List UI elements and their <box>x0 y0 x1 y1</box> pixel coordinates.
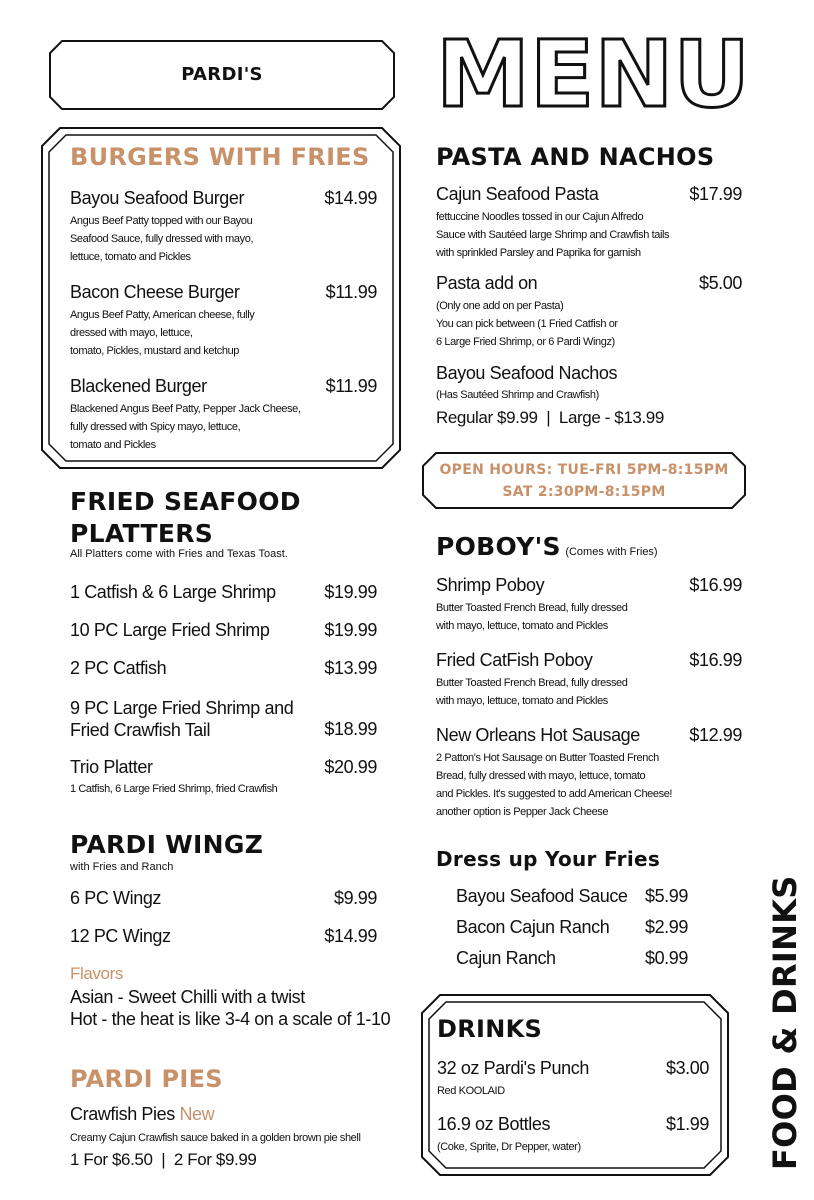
platter-item-price: $13.99 <box>324 658 377 678</box>
platter-item-name: 2 PC Catfish <box>70 658 167 678</box>
open-hours: OPEN HOURS: TUE-FRI 5PM-8:15PM SAT 2:30PM-8:15PM <box>439 462 729 500</box>
platter-item-price: $20.99 <box>324 757 377 777</box>
drink-item-desc: Red KOOLAID <box>437 1085 505 1097</box>
fries-heading: Dress up Your Fries <box>436 847 661 871</box>
fries-item-name: Bayou Seafood Sauce <box>456 886 628 906</box>
poboy-item-desc: Butter Toasted French Bread, fully dressed with mayo, lettuce, tomato and Pickles <box>436 677 628 707</box>
burger-item-price: $11.99 <box>325 282 377 302</box>
fries-item-name: Cajun Ranch <box>456 948 556 968</box>
poboy-item-name: Fried CatFish Poboy <box>436 650 593 670</box>
pasta-item-price: $5.00 <box>698 273 742 293</box>
poboy-item-price: $16.99 <box>689 650 742 670</box>
burger-item-desc: Angus Beef Patty, American cheese, fully dressed with mayo, lettuce, tomato, Pickles, mustard and ketchup <box>70 309 255 357</box>
burger-item-desc: Angus Beef Patty topped with our Bayou Seafood Sauce, fully dressed with mayo, lettuce, tomato and Pickles <box>70 215 254 263</box>
pasta-item-name: Cajun Seafood Pasta <box>436 184 599 204</box>
drink-item-name: 16.9 oz Bottles <box>437 1114 551 1134</box>
poboy-item-name: Shrimp Poboy <box>436 575 545 595</box>
drink-item-price: $1.99 <box>665 1114 709 1134</box>
pasta-item-desc: fettuccine Noodles tossed in our Cajun Alfredo Sauce with Sautéed large Shrimp and Crawfish tails with sprinkled Parsley and Paprika for garnish <box>436 211 670 259</box>
platter-item-price: $18.99 <box>324 719 377 739</box>
platter-item-desc: 1 Catfish, 6 Large Fried Shrimp, fried Crawfish <box>70 783 278 795</box>
burgers-heading: BURGERS WITH FRIES <box>70 143 370 171</box>
nachos-price-line: Regular $9.99 | Large - $13.99 <box>436 408 664 427</box>
platter-item-price: $19.99 <box>324 582 377 602</box>
drinks-heading: DRINKS <box>437 1015 543 1043</box>
drink-item-name: 32 oz Pardi's Punch <box>437 1058 589 1078</box>
fried-note: All Platters come with Fries and Texas Toast. <box>70 548 288 560</box>
drink-item-price: $3.00 <box>665 1058 709 1078</box>
poboy-item-name: New Orleans Hot Sausage <box>436 725 640 745</box>
fries-item-price: $2.99 <box>644 917 688 937</box>
fried-heading: FRIED SEAFOOD PLATTERS <box>70 487 301 548</box>
wingz-heading: PARDI WINGZ <box>70 830 264 859</box>
pies-heading: PARDI PIES <box>70 1065 223 1093</box>
pasta-item-desc: (Only one add on per Pasta) You can pick between (1 Fried Catfish or 6 Large Fried Shrimp, or 6 Pardi Wingz) <box>436 300 618 348</box>
wingz-item-price: $14.99 <box>324 926 377 946</box>
poboy-item-price: $16.99 <box>689 575 742 595</box>
new-badge: New <box>179 1104 215 1124</box>
fries-item-price: $0.99 <box>644 948 688 968</box>
poboy-item-price: $12.99 <box>689 725 742 745</box>
platter-item-price: $19.99 <box>324 620 377 640</box>
menu-title <box>436 21 756 128</box>
platter-item-name: 10 PC Large Fried Shrimp <box>70 620 270 640</box>
flavors-label: Flavors <box>70 964 123 983</box>
wingz-item-name: 12 PC Wingz <box>70 926 171 946</box>
pie-item-desc: Creamy Cajun Crawfish sauce baked in a golden brown pie shell <box>70 1132 361 1144</box>
poboy-item-desc: 2 Patton's Hot Sausage on Butter Toasted French Bread, fully dressed with mayo, lettuce, tomato and Pickles. It's suggested to add American Cheese! another option is Pepper Jack Cheese <box>436 752 673 818</box>
poboy-item-desc: Butter Toasted French Bread, fully dressed with mayo, lettuce, tomato and Pickles <box>436 602 628 632</box>
drink-item-desc: (Coke, Sprite, Dr Pepper, water) <box>437 1141 581 1153</box>
burger-item-desc: Blackened Angus Beef Patty, Pepper Jack Cheese, fully dressed with Spicy mayo, lettuce, tomato and Pickles <box>70 403 301 451</box>
pasta-item-price: $17.99 <box>689 184 742 204</box>
pie-item-name: Crawfish Pies New <box>70 1104 215 1124</box>
platter-item-name: 9 PC Large Fried Shrimp and Fried Crawfish Tail <box>70 698 294 740</box>
burger-item-price: $14.99 <box>324 188 377 208</box>
flavors-list: Asian - Sweet Chilli with a twist Hot - the heat is like 3-4 on a scale of 1-10 <box>70 987 391 1029</box>
burger-item-name: Bayou Seafood Burger <box>70 188 245 208</box>
brand-name: PARDI'S <box>181 64 263 85</box>
pasta-item-name: Pasta add on <box>436 273 538 293</box>
wingz-note: with Fries and Ranch <box>70 861 174 873</box>
pasta-item-name: Bayou Seafood Nachos <box>436 363 618 383</box>
poboy-note: (Comes with Fries) <box>565 546 658 558</box>
side-title: FOOD & DRINKS <box>766 875 804 1170</box>
svg-text:MENU: MENU <box>436 21 750 128</box>
fries-item-price: $5.99 <box>644 886 688 906</box>
platter-item-name: Trio Platter <box>70 757 153 777</box>
wingz-item-name: 6 PC Wingz <box>70 888 162 908</box>
poboy-heading: POBOY'S (Comes with Fries) <box>436 532 658 561</box>
fries-item-name: Bacon Cajun Ranch <box>456 917 610 937</box>
pasta-item-desc: (Has Sautéed Shrimp and Crawfish) <box>436 389 599 401</box>
platter-item-name: 1 Catfish & 6 Large Shrimp <box>70 582 276 602</box>
burger-item-price: $11.99 <box>325 376 377 396</box>
pie-item-prices: 1 For $6.50 | 2 For $9.99 <box>70 1150 257 1169</box>
burger-item-name: Bacon Cheese Burger <box>70 282 240 302</box>
pasta-heading: PASTA AND NACHOS <box>436 143 715 171</box>
wingz-item-price: $9.99 <box>333 888 377 908</box>
burger-item-name: Blackened Burger <box>70 376 207 396</box>
